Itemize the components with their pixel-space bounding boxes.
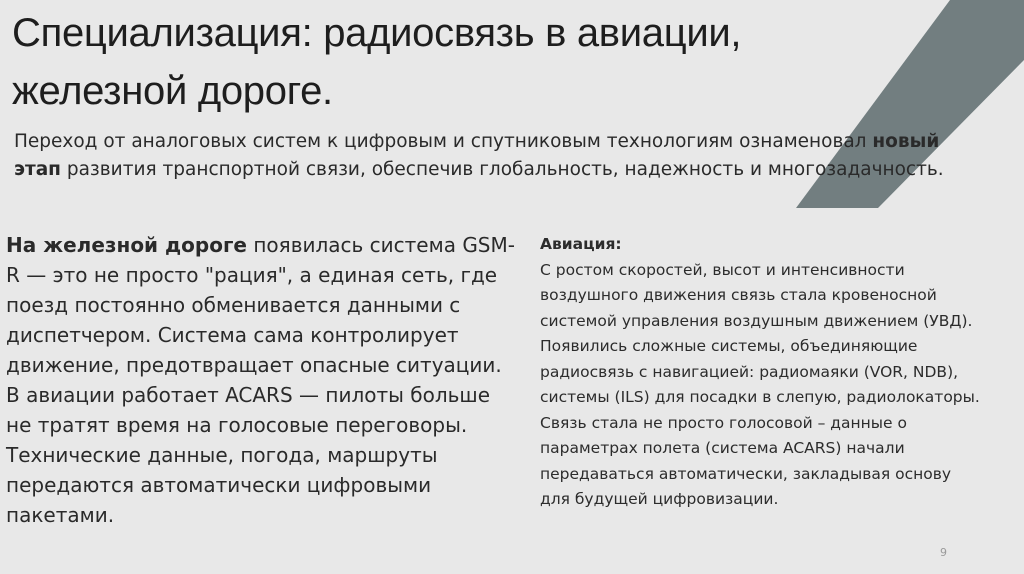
aviation-column	[540, 232, 980, 513]
intro-text-start: Переход от аналоговых систем к цифровым и спутниковым технологиям ознаменовал	[14, 131, 873, 152]
aviation-paragraph-2: Появились сложные системы, объединяющие радиосвязь с навигацией: радиомаяки (VOR, NDB), системы (ILS) для посадки в слепую, радиолокаторы.	[540, 337, 980, 406]
railway-text: появилась система GSM-R — это не просто "рация", а единая сеть, где поезд постоянно обменивается данными с диспетчером. Система сама контролирует движение, предотвращает опасные ситуации. В авиации работает ACARS — пилоты больше не тратят время на голосовые переговоры. Технические данные, погода, маршруты передаются автоматически цифровыми пакетами.	[6, 233, 515, 527]
intro-paragraph	[14, 128, 964, 184]
intro-text-end: развития транспортной связи, обеспечив глобальность, надежность и многозадачность.	[60, 159, 944, 180]
page-number: 9	[940, 546, 947, 559]
aviation-heading: Авиация:	[540, 235, 622, 253]
aviation-paragraph-1: С ростом скоростей, высот и интенсивности воздушного движения связь стала кровеносной системой управления воздушным движением (УВД).	[540, 260, 973, 330]
aviation-paragraph-3: Связь стала не просто голосовой – данные о параметрах полета (система ACARS) начали передаваться автоматически, закладывая основу для будущей цифровизации.	[540, 413, 952, 508]
railway-paragraph	[6, 230, 521, 530]
slide-title: Специализация: радиосвязь в авиации, железной дороге.	[12, 11, 742, 113]
railway-emphasis: На железной дороге	[6, 233, 247, 257]
intro-emphasis: новый этап	[14, 131, 940, 180]
